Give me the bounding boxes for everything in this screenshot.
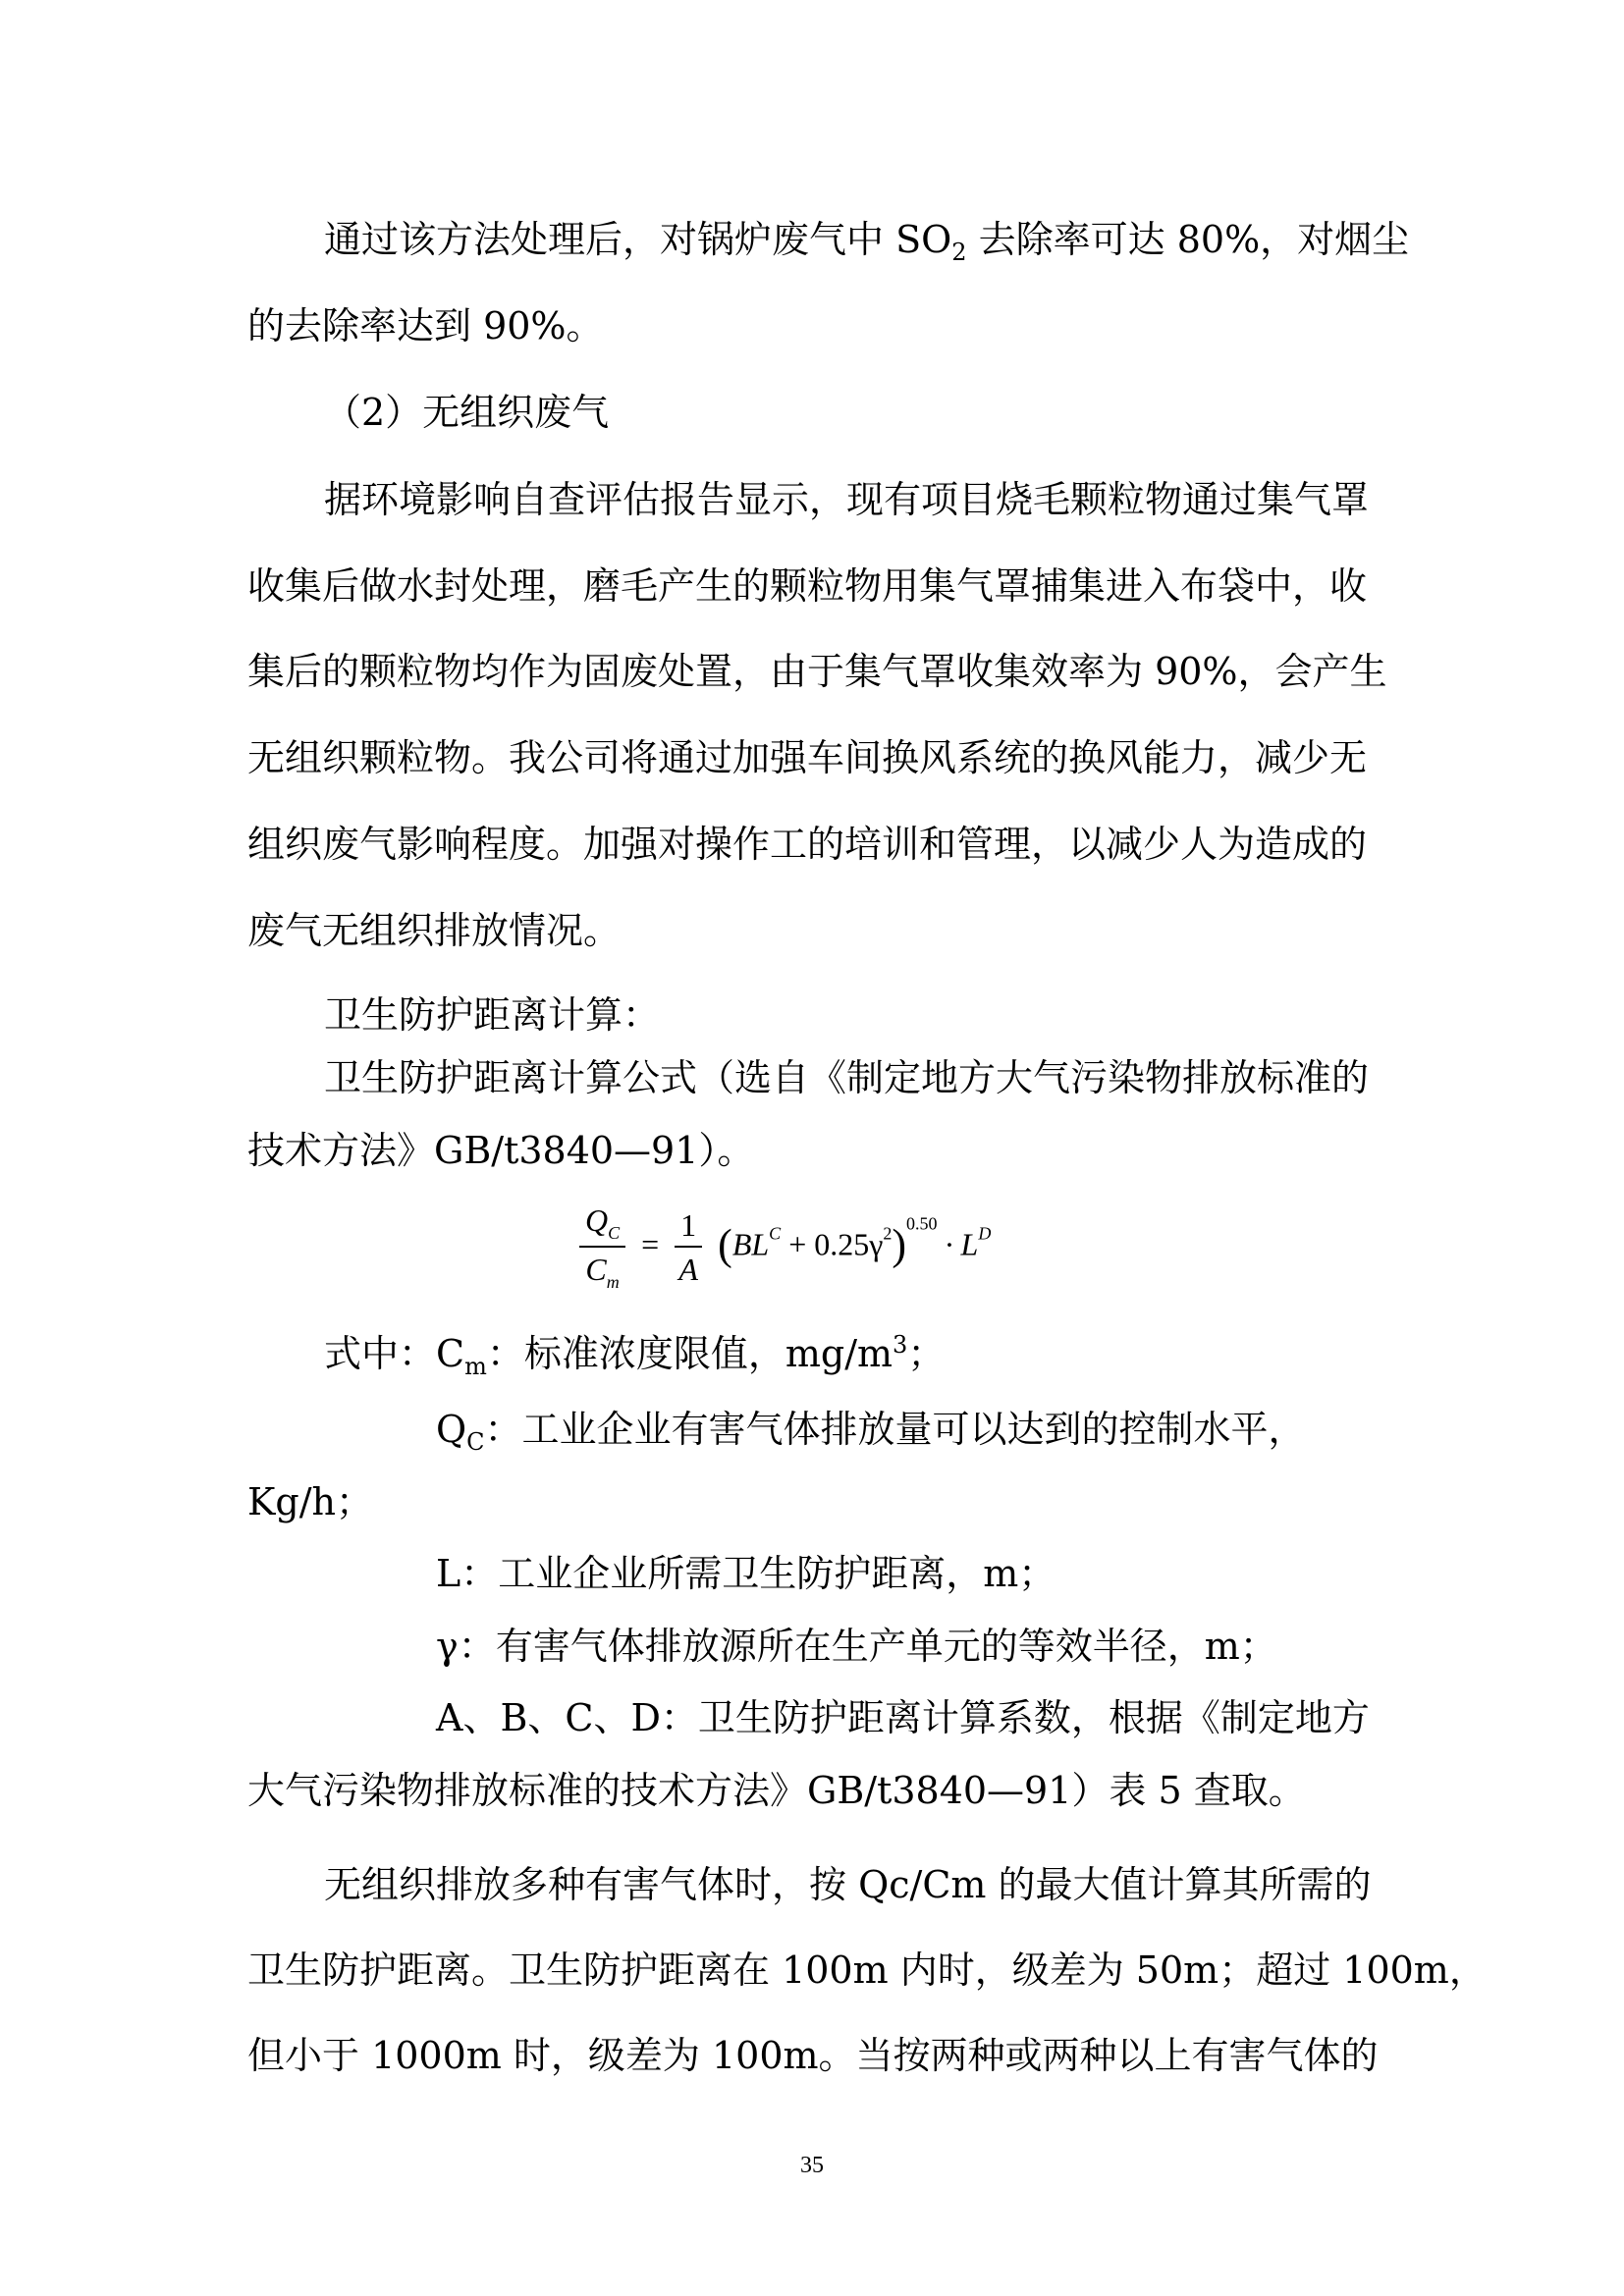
- paragraph-line: 卫生防护距离。卫生防护距离在 100m 内时，级差为 50m；超过 100m，: [247, 1949, 1487, 1992]
- definition-cm: 式中：$C_m$：标准浓度限值，$mg/m^3$；: [324, 1331, 946, 1380]
- text-run: 去除率可达 80%，对烟尘: [966, 218, 1410, 261]
- page-number: 35: [800, 2153, 824, 2178]
- paragraph-line: 据环境影响自查评估报告显示，现有项目烧毛颗粒物通过集气罩: [324, 478, 1370, 521]
- definition-abcd-cont: 大气污染物排放标准的技术方法》GB/t3840—91）表 5 查取。: [247, 1769, 1306, 1812]
- paragraph-line: 卫生防护距离计算公式（选自《制定地方大气污染物排放标准的: [324, 1056, 1370, 1099]
- formula-denominator: $C_m$: [585, 1252, 620, 1292]
- definition-l: L：工业企业所需卫生防护距离，m；: [436, 1552, 1056, 1595]
- formula-equals: =: [641, 1226, 660, 1262]
- formula-term: · L: [937, 1226, 979, 1262]
- paragraph-line: 无组织排放多种有害气体时，按 Qc/Cm 的最大值计算其所需的: [324, 1863, 1372, 1906]
- formula-coefficient-fraction: $\frac{1}{A}$: [675, 1207, 702, 1288]
- formula-numerator: $Q_C$: [579, 1202, 625, 1248]
- distance-formula: $\frac{Q_C}{C_m}$ = $\frac{1}{A}$ $(BL^C + 0.25\gamma^2)^{0.50} \cdot L^D$: [579, 1202, 991, 1293]
- definition-qc-unit: Kg/h；: [247, 1480, 373, 1523]
- paragraph-line: 集后的颗粒物均作为固废处置，由于集气罩收集效率为 90%，会产生: [247, 650, 1387, 693]
- paragraph-line: 技术方法》GB/t3840—91）。: [247, 1129, 755, 1172]
- section-heading: （2）无组织废气: [324, 391, 610, 434]
- paragraph-line: 收集后做水封处理，磨毛产生的颗粒物用集气罩捕集进入布袋中，收: [247, 564, 1368, 608]
- formula-term: + 0.25γ: [781, 1226, 884, 1262]
- definition-qc: $Q_C$：工业企业有害气体排放量可以达到的控制水平，: [436, 1408, 1306, 1456]
- paragraph-line: 无组织颗粒物。我公司将通过加强车间换风系统的换风能力，减少无: [247, 736, 1368, 779]
- paragraph-line: [324, 218, 1409, 274]
- subscript: 2: [951, 239, 967, 266]
- definition-gamma: γ：有害气体排放源所在生产单元的等效半径，m；: [436, 1625, 1277, 1668]
- paragraph-line: 废气无组织排放情况。: [247, 909, 622, 952]
- paragraph-line: 组织废气影响程度。加强对操作工的培训和管理，以减少人为造成的: [247, 823, 1368, 866]
- paragraph-line: 的去除率达到 90%。: [247, 304, 604, 347]
- formula-left-fraction: [579, 1202, 625, 1293]
- formula-term: BL: [731, 1226, 770, 1262]
- text-run: 通过该方法处理后，对锅炉废气中 SO: [324, 218, 952, 261]
- definition-abcd: A、B、C、D：卫生防护距离计算系数，根据《制定地方: [436, 1696, 1370, 1739]
- formula-exponent: 0.50: [906, 1213, 938, 1234]
- calc-title: 卫生防护距离计算：: [324, 993, 661, 1037]
- paragraph-line: 但小于 1000m 时，级差为 100m。当按两种或两种以上有害气体的: [247, 2034, 1379, 2077]
